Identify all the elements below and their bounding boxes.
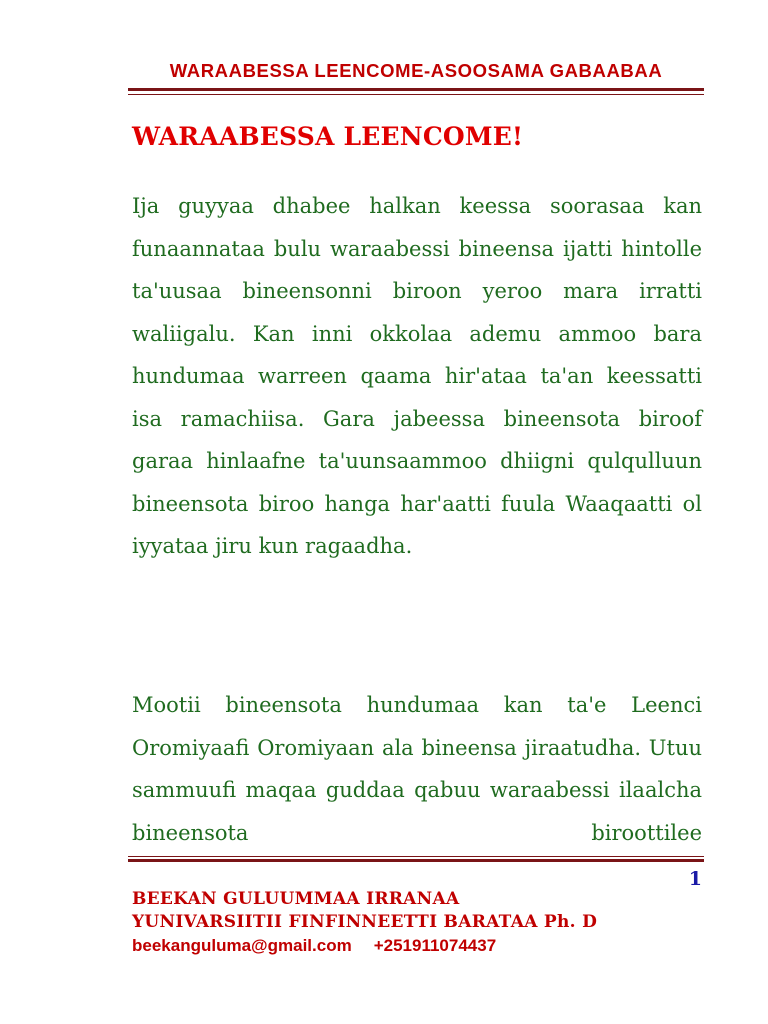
- running-header: WARAABESSA LEENCOME-ASOOSAMA GABAABAA: [169, 60, 663, 81]
- paragraph-text: Mootii bineensota hundumaa kan ta'e Leenci Oromiyaafi Oromiyaan ala bineensa jiraatudha. Utuu sammuufi maqaa guddaa qabuu waraabessi ilaalcha bineensota birootti: [132, 693, 702, 845]
- institution: YUNIVARSIITII FINFINNEETTI BARATAA Ph. D: [132, 912, 598, 932]
- header-rule: [128, 88, 704, 91]
- footer: [132, 888, 708, 957]
- body-paragraph: Ija guyyaa dhabee halkan keessa soorasaa kan funaannataa bulu waraabessi bineensa ijatti hintolle ta'uusaa bineensonni biroon yeroo mara irratti waliigalu. Kan inni okkolaa ademu ammoo bara hundumaa warreen qaama hir'ataa ta'an keessatti isa ramachiisa. Gara jabeessa bineensota biroof garaa hinlaafne ta'uunsaammoo dhiigni qulqulluun bineensota biroo hanga har'aatti fuula Waaqaatti ol iyyataa jiru kun ragaadha.: [132, 194, 702, 558]
- body-paragraph: [132, 684, 702, 897]
- paragraph-text-tail: lee: [670, 820, 702, 845]
- page-number: 1: [688, 868, 702, 890]
- phone-text: +251911074437: [373, 936, 497, 955]
- footer-rule-thin: [128, 856, 704, 857]
- chapter-title: WARAABESSA LEENCOME!: [132, 122, 524, 151]
- footer-rule: [128, 859, 704, 862]
- header-rule-thin: [128, 94, 704, 95]
- contact-line: [132, 934, 708, 957]
- author-name: BEEKAN GULUUMMAA IRRANAA: [132, 889, 460, 909]
- email-text: beekanguluma@gmail.com: [132, 936, 352, 955]
